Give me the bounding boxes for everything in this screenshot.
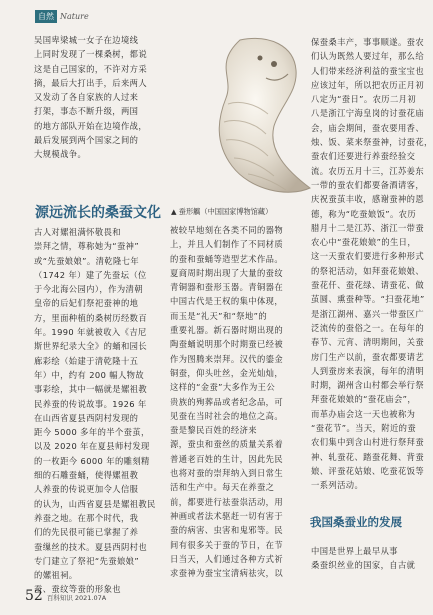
right-line: 而革办庙会这一天也被称为 <box>311 408 416 419</box>
heading-development: 我国桑蚕业的发展 <box>310 515 402 529</box>
right-line: 蚕农们还要进行养蚕经验交 <box>311 151 416 162</box>
publication-source: 百科知识 2021.07A <box>46 594 107 602</box>
page-number: 52 <box>25 588 43 604</box>
middle-line: 见蚕在当时社会的地位之高。 <box>170 410 284 421</box>
right-line: 一带的蚕农们都要备酒请客， <box>311 179 425 190</box>
right-line: 蚕花仟、蚕花绿、请蚕花、做 <box>311 280 425 291</box>
left-bottom-line: 人养蚕的传说更加令人信服 <box>34 484 139 495</box>
left-bottom-line: 的一枚距今 6000 年的雕刻精 <box>34 455 150 466</box>
middle-line: 被较早地刻在各类不同的器物 <box>170 225 284 235</box>
middle-line: 蚕的病害、虫害和鬼邪等。民 <box>170 525 284 536</box>
right-line: 房门生产以前，蚕农都要请艺 <box>311 351 425 362</box>
middle-line: 的蚕和蚕蛹等造型艺术作品。 <box>170 253 284 264</box>
left-bottom-line: 的嫘祖祠。 <box>34 570 78 581</box>
left-bottom-line: 养蚕之地。在那个时代，我 <box>34 512 139 523</box>
left-bottom-line: 古人对嫘祖满怀敬畏和 <box>34 227 121 237</box>
middle-paragraph <box>170 223 302 580</box>
left-top-line: 上同时发现了一棵桑树，都说 <box>34 49 148 60</box>
right-line: 人到蚕房来表演，每年的清明 <box>311 365 425 376</box>
middle-line: 也将对蚕的崇拜纳入到日常生 <box>170 468 284 479</box>
right-line: 人们带来经济利益的蚕宝宝也 <box>311 65 425 76</box>
right-bottom-line: 桑蚕织丝业的国家，自古就 <box>311 560 416 571</box>
left-bottom-line: 的认为，山西省夏县是嫘祖教民 <box>34 498 156 509</box>
middle-line: 源，蚕虫和蚕丝的质量关系着 <box>170 439 284 450</box>
middle-line: 上，并且人们制作了不同材质 <box>170 239 284 250</box>
right-bottom-line: 中国是世界上最早从事 <box>311 546 398 556</box>
right-line: 八定为“蚕日”。农历二月初 <box>311 94 417 105</box>
middle-line: 夏商周时期出现了大量的蚕纹 <box>170 267 284 278</box>
right-bottom-paragraph <box>311 544 416 573</box>
left-bottom-paragraph <box>34 225 162 597</box>
left-bottom-line: 事彩绘，其中一幅就是嫘祖教 <box>34 384 148 395</box>
left-bottom-line: 们的先民很可能已掌握了养 <box>34 527 139 538</box>
left-bottom-line: 斯世界纪录大全》的蛹和园长 <box>34 341 148 352</box>
left-top-line: 的地方部队开始在边境作战， <box>34 120 148 131</box>
left-bottom-line: 蚕缫丝的技术。夏县西阴村也 <box>34 541 148 552</box>
middle-line: 贵族的殉葬品或者纪念品，可 <box>170 396 284 407</box>
left-top-line: 这是自己国家的，不许对方采 <box>34 63 148 74</box>
right-line: 神、轧蚕花、踏蚕花舞、背蚕 <box>311 451 425 462</box>
left-bottom-line: 细的石雕蚕蛹，使得嫘祖教 <box>34 470 139 481</box>
left-bottom-line: （1742 年）建了先蚕坛（位 <box>34 269 147 280</box>
right-line: 流。农历五月十三，江苏姜东 <box>311 165 425 176</box>
middle-line: 间有很多关于蚕的节日，在节 <box>170 539 284 550</box>
right-line: 农心中“蚕花娘娘”的生日， <box>311 237 417 248</box>
right-paragraph <box>311 35 433 493</box>
middle-line: 陶蚕蛹说明那个时期蚕已经被 <box>170 339 284 350</box>
left-bottom-line: 年。1990 年就被收入《吉尼 <box>34 327 147 338</box>
left-top-line: 最后发展到两个国家之间的 <box>34 135 139 146</box>
middle-line: 作为图腾来崇拜。汉代的鎏金 <box>170 353 284 364</box>
middle-line: 重要礼器。新石器时期出现的 <box>170 325 284 336</box>
left-bottom-line: 于今北海公园内），作为清朝 <box>34 284 143 295</box>
right-line: 这一天蚕农们要进行多种形式 <box>311 251 425 262</box>
left-bottom-line: 崇拜之情，尊称她为“蚕神” <box>34 241 140 252</box>
right-line: 农们集中到含山村进行祭拜蚕 <box>311 437 425 448</box>
section-tag <box>35 10 89 23</box>
right-line: 春节、元宵、清明期间，关蚕 <box>311 337 425 348</box>
right-line: 德，称为“吃蚕娘饭”。农历 <box>311 208 417 219</box>
left-bottom-line: 专门建立了祭祀“先蚕娘娘” <box>34 555 140 566</box>
right-line: 会，庙会期间，蚕农要用香、 <box>311 122 425 133</box>
middle-line: 中国古代是王权的集中体现， <box>170 296 284 307</box>
right-line: 拜蚕花娘娘的“蚕花庙会”， <box>311 394 417 405</box>
middle-line: 普通老百姓的生计，因此先民 <box>170 453 284 464</box>
left-top-line: 又发动了各自家族的人过来 <box>34 92 139 103</box>
middle-line: 而玉是“礼天”和“祭地”的 <box>170 310 268 321</box>
left-bottom-line: 或“先蚕娘娘”。清乾隆七年 <box>34 255 140 266</box>
middle-line: 铜蚕，仰头吐丝，金光灿灿， <box>170 367 284 378</box>
section-label: 自然 <box>35 10 57 23</box>
left-bottom-line: 蚕、蚕纹等蚕的形象也 <box>34 584 121 595</box>
right-line: 是浙江湖州、嘉兴一带蚕区广 <box>311 308 425 319</box>
left-bottom-line: 在山西省夏县西阴村发现的 <box>34 412 139 423</box>
right-line: 泛流传的蚕俗之一。在每年的 <box>311 322 425 333</box>
page-footer <box>25 588 106 604</box>
right-line: 腊月十二是江苏、浙江一带蚕 <box>311 222 425 233</box>
left-bottom-line: 廊彩绘（始建于清乾隆十五 <box>34 355 139 366</box>
left-top-line: 打架，事态不断升级，两国 <box>34 106 139 117</box>
right-line: 茧圆、熏蚕种等。“扫蚕花地” <box>311 294 425 305</box>
left-bottom-line: 民养蚕的传说故事。1926 年 <box>34 398 147 409</box>
right-line: 保蚕桑丰产，事事顺遂。蚕农 <box>311 37 425 47</box>
left-top-line: 摘，最后大打出手，后来两人 <box>34 77 148 88</box>
middle-line: 神画或者法术驱赶一切有害于 <box>170 510 284 521</box>
middle-line: 这样的“金蚕”大多作为王公 <box>170 382 276 393</box>
figure-caption: ▲ 蚕形觽（中国国家博物馆藏） <box>171 207 273 216</box>
middle-line: 蚕是黎民百姓的经济来 <box>170 425 257 436</box>
right-line: 一系列活动。 <box>311 480 364 491</box>
left-bottom-line: 年）中，约有 200 幅人物故 <box>34 369 145 380</box>
left-top-line: 吴国卑梁城一女子在边境线 <box>34 35 139 45</box>
middle-line: 前，都要进行祛蚕祟活动，用 <box>170 496 284 507</box>
silkworm-jade-figure <box>170 34 320 202</box>
right-line: “蚕花节”。当天，附近的蚕 <box>311 423 417 434</box>
section-label-en: Nature <box>60 12 89 21</box>
right-line: 娘、评蚕花姑娘、吃蚕花饭等 <box>311 465 425 476</box>
left-top-line: 大规模战争。 <box>34 149 87 160</box>
left-bottom-line: 方，里面种植的桑树历经数百 <box>34 312 148 323</box>
left-bottom-line: 以及 2020 年在夏县师村发现 <box>34 441 150 452</box>
heading-culture: 源远流长的桑蚕文化 <box>35 205 161 221</box>
left-bottom-line: 距今 5000 多年的半个蚕茧， <box>34 427 150 438</box>
right-line: 时期，湖州含山村都会举行祭 <box>311 380 425 391</box>
right-line: 烛、饭、菜来祭蚕神，讨蚕花， <box>311 137 433 148</box>
right-line: 们认为既然人要过年，那么给 <box>311 51 425 62</box>
right-line: 庆祝蚕茧丰收，感谢蚕神的恩 <box>311 194 425 205</box>
middle-line: 活和生产中。每天在养蚕之 <box>170 482 275 493</box>
left-top-paragraph <box>34 33 162 162</box>
right-line: 应该过年，所以把农历正月初 <box>311 79 425 90</box>
left-bottom-line: 皇帝的后妃们祭祀蚕神的地 <box>34 298 139 309</box>
right-line: 的祭祀活动，如拜蚕花娘娘、 <box>311 265 425 276</box>
right-line: 八是浙江宁海皇岗的讨蚕花庙 <box>311 108 425 119</box>
middle-line: 日当天，人们通过各种方式祈 <box>170 553 284 564</box>
middle-line: 求蚕神为蚕宝宝清病祛灾，以 <box>170 568 284 579</box>
middle-line: 青铜器和蚕形玉器。青铜器在 <box>170 282 284 293</box>
